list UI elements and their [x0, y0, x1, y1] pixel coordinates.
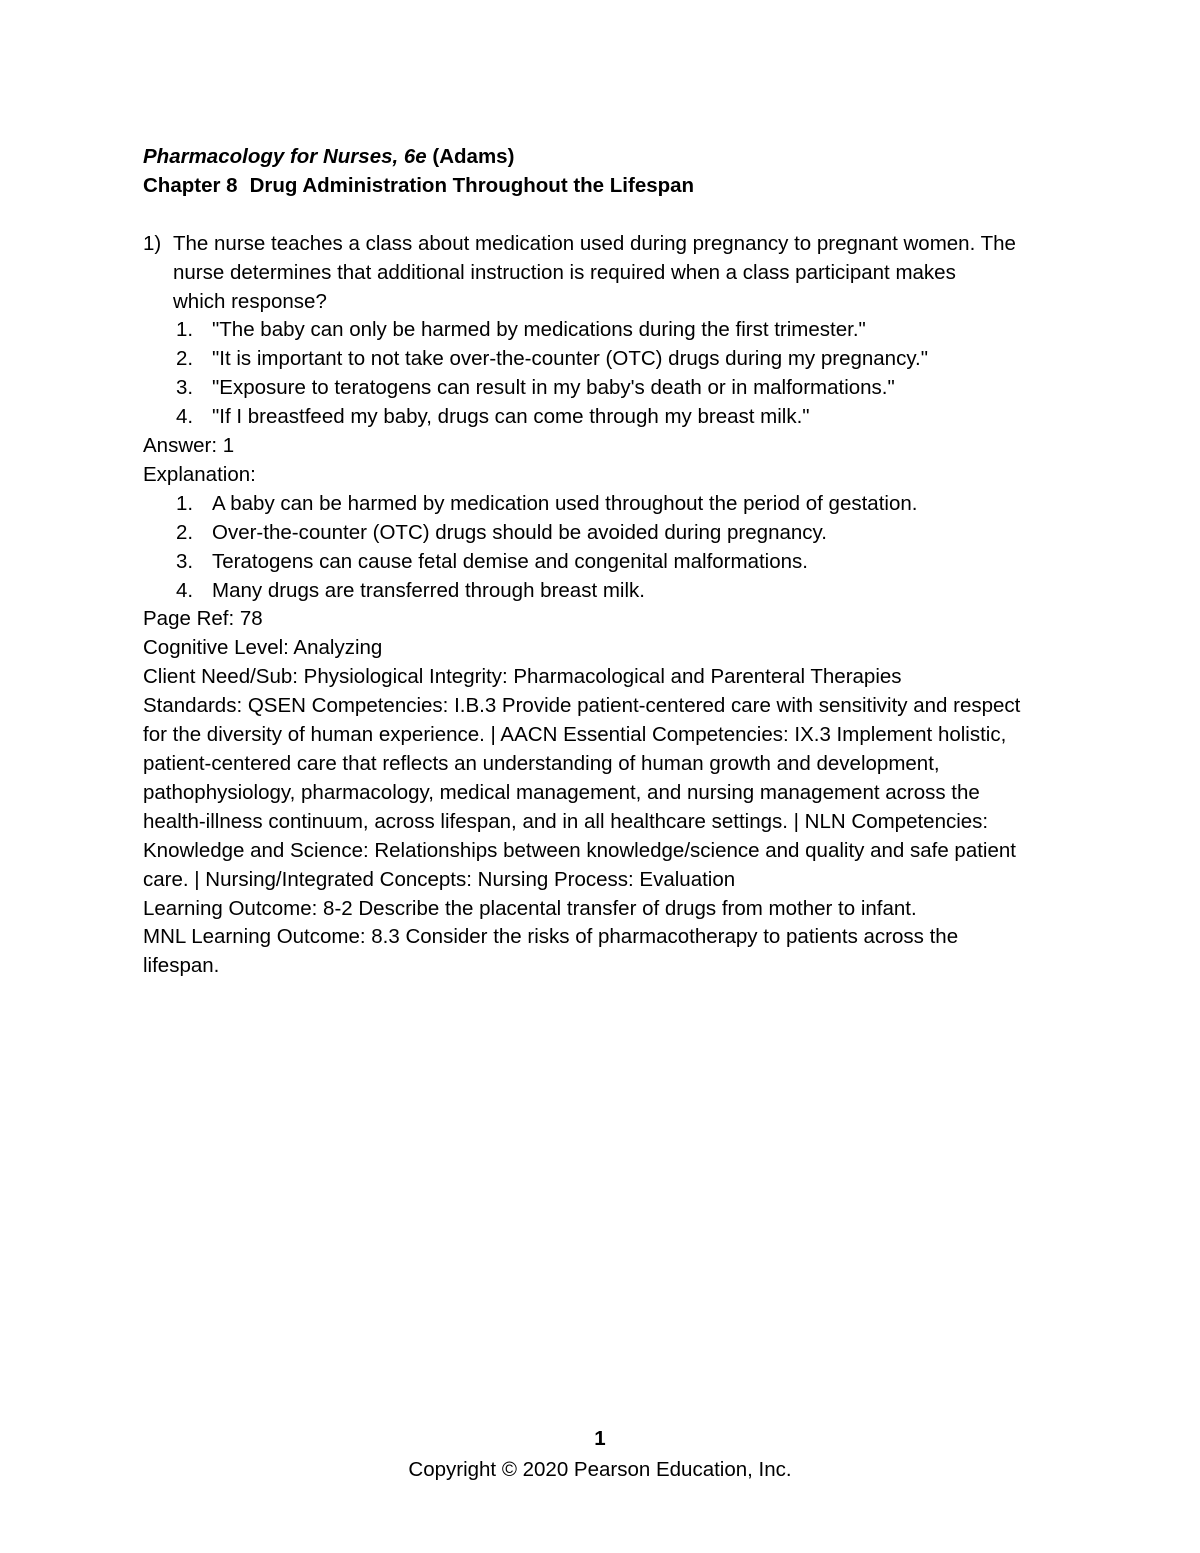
question-block	[143, 230, 1073, 317]
option-text: "Exposure to teratogens can result in my baby's death or in malformations."	[212, 376, 895, 400]
standards-line: Standards: QSEN Competencies: I.B.3 Provide patient-centered care with sensitivity and respect	[143, 694, 1021, 718]
page-number: 1	[594, 1427, 606, 1450]
standards-line: Knowledge and Science: Relationships between knowledge/science and quality and safe patient	[143, 838, 1016, 862]
answer-line: Answer: 1	[143, 434, 235, 458]
metadata-block	[143, 605, 1073, 981]
explanation-label: Explanation:	[143, 462, 256, 486]
explanation-list	[143, 490, 1073, 606]
book-title: Pharmacology for Nurses, 6e	[143, 145, 427, 168]
answer-option	[143, 345, 1073, 374]
standards-line: pathophysiology, pharmacology, medical management, and nursing management across the	[143, 780, 980, 804]
question-stem-line: which response?	[173, 289, 327, 313]
explanation-item	[143, 490, 1073, 519]
answer-option	[143, 403, 1073, 432]
explanation-item	[143, 548, 1073, 577]
explanation-text: A baby can be harmed by medication used throughout the period of gestation.	[212, 491, 918, 515]
explanation-number: 1.	[176, 491, 194, 515]
chapter-heading	[143, 172, 1073, 201]
answer-options	[143, 316, 1073, 432]
book-title-line	[143, 143, 1073, 172]
client-need: Client Need/Sub: Physiological Integrity: Pharmacological and Parenteral Therapies	[143, 665, 902, 689]
option-number: 4.	[176, 405, 194, 429]
question-stem-line: nurse determines that additional instruction is required when a class participant makes	[173, 260, 956, 284]
footer-copyright	[0, 1456, 1200, 1484]
explanation-number: 4.	[176, 578, 194, 602]
page-ref: Page Ref: 78	[143, 607, 263, 631]
standards-line: patient-centered care that reflects an understanding of human growth and development,	[143, 752, 940, 776]
answer-option	[143, 316, 1073, 345]
footer-page-number	[0, 1425, 1200, 1453]
option-number: 2.	[176, 347, 194, 371]
book-author: (Adams)	[432, 145, 515, 168]
explanation-text: Over-the-counter (OTC) drugs should be avoided during pregnancy.	[212, 520, 827, 544]
standards-line: for the diversity of human experience. | AACN Essential Competencies: IX.3 Implement holistic,	[143, 723, 1007, 747]
option-text: "It is important to not take over-the-counter (OTC) drugs during my pregnancy."	[212, 347, 929, 371]
option-number: 3.	[176, 376, 194, 400]
standards-line: care. | Nursing/Integrated Concepts: Nursing Process: Evaluation	[143, 867, 736, 891]
chapter-number: Chapter 8	[143, 173, 238, 197]
copyright-text: Copyright © 2020 Pearson Education, Inc.	[408, 1458, 792, 1481]
option-number: 1.	[176, 318, 194, 342]
standards-line: health-illness continuum, across lifespan, and in all healthcare settings. | NLN Competencies:	[143, 809, 989, 833]
explanation-number: 3.	[176, 549, 194, 573]
page-content	[143, 143, 1073, 981]
explanation-item	[143, 519, 1073, 548]
option-text: "If I breastfeed my baby, drugs can come through my breast milk."	[212, 405, 810, 429]
explanation-text: Many drugs are transferred through breast milk.	[212, 578, 645, 602]
chapter-title: Drug Administration Throughout the Lifespan	[249, 173, 695, 197]
question-stem-line: The nurse teaches a class about medication used during pregnancy to pregnant women. The	[173, 231, 1016, 255]
option-text: "The baby can only be harmed by medications during the first trimester."	[212, 318, 866, 342]
spacer	[143, 201, 1073, 230]
explanation-item	[143, 577, 1073, 606]
cognitive-level: Cognitive Level: Analyzing	[143, 636, 383, 660]
mnl-learning-outcome: MNL Learning Outcome: 8.3 Consider the risks of pharmacotherapy to patients across the	[143, 925, 959, 949]
learning-outcome: Learning Outcome: 8-2 Describe the placental transfer of drugs from mother to infant.	[143, 896, 917, 920]
question-number: 1)	[143, 231, 162, 255]
explanation-text: Teratogens can cause fetal demise and congenital malformations.	[212, 549, 808, 573]
mnl-learning-outcome: lifespan.	[143, 954, 220, 978]
answer-option	[143, 374, 1073, 403]
explanation-number: 2.	[176, 520, 194, 544]
